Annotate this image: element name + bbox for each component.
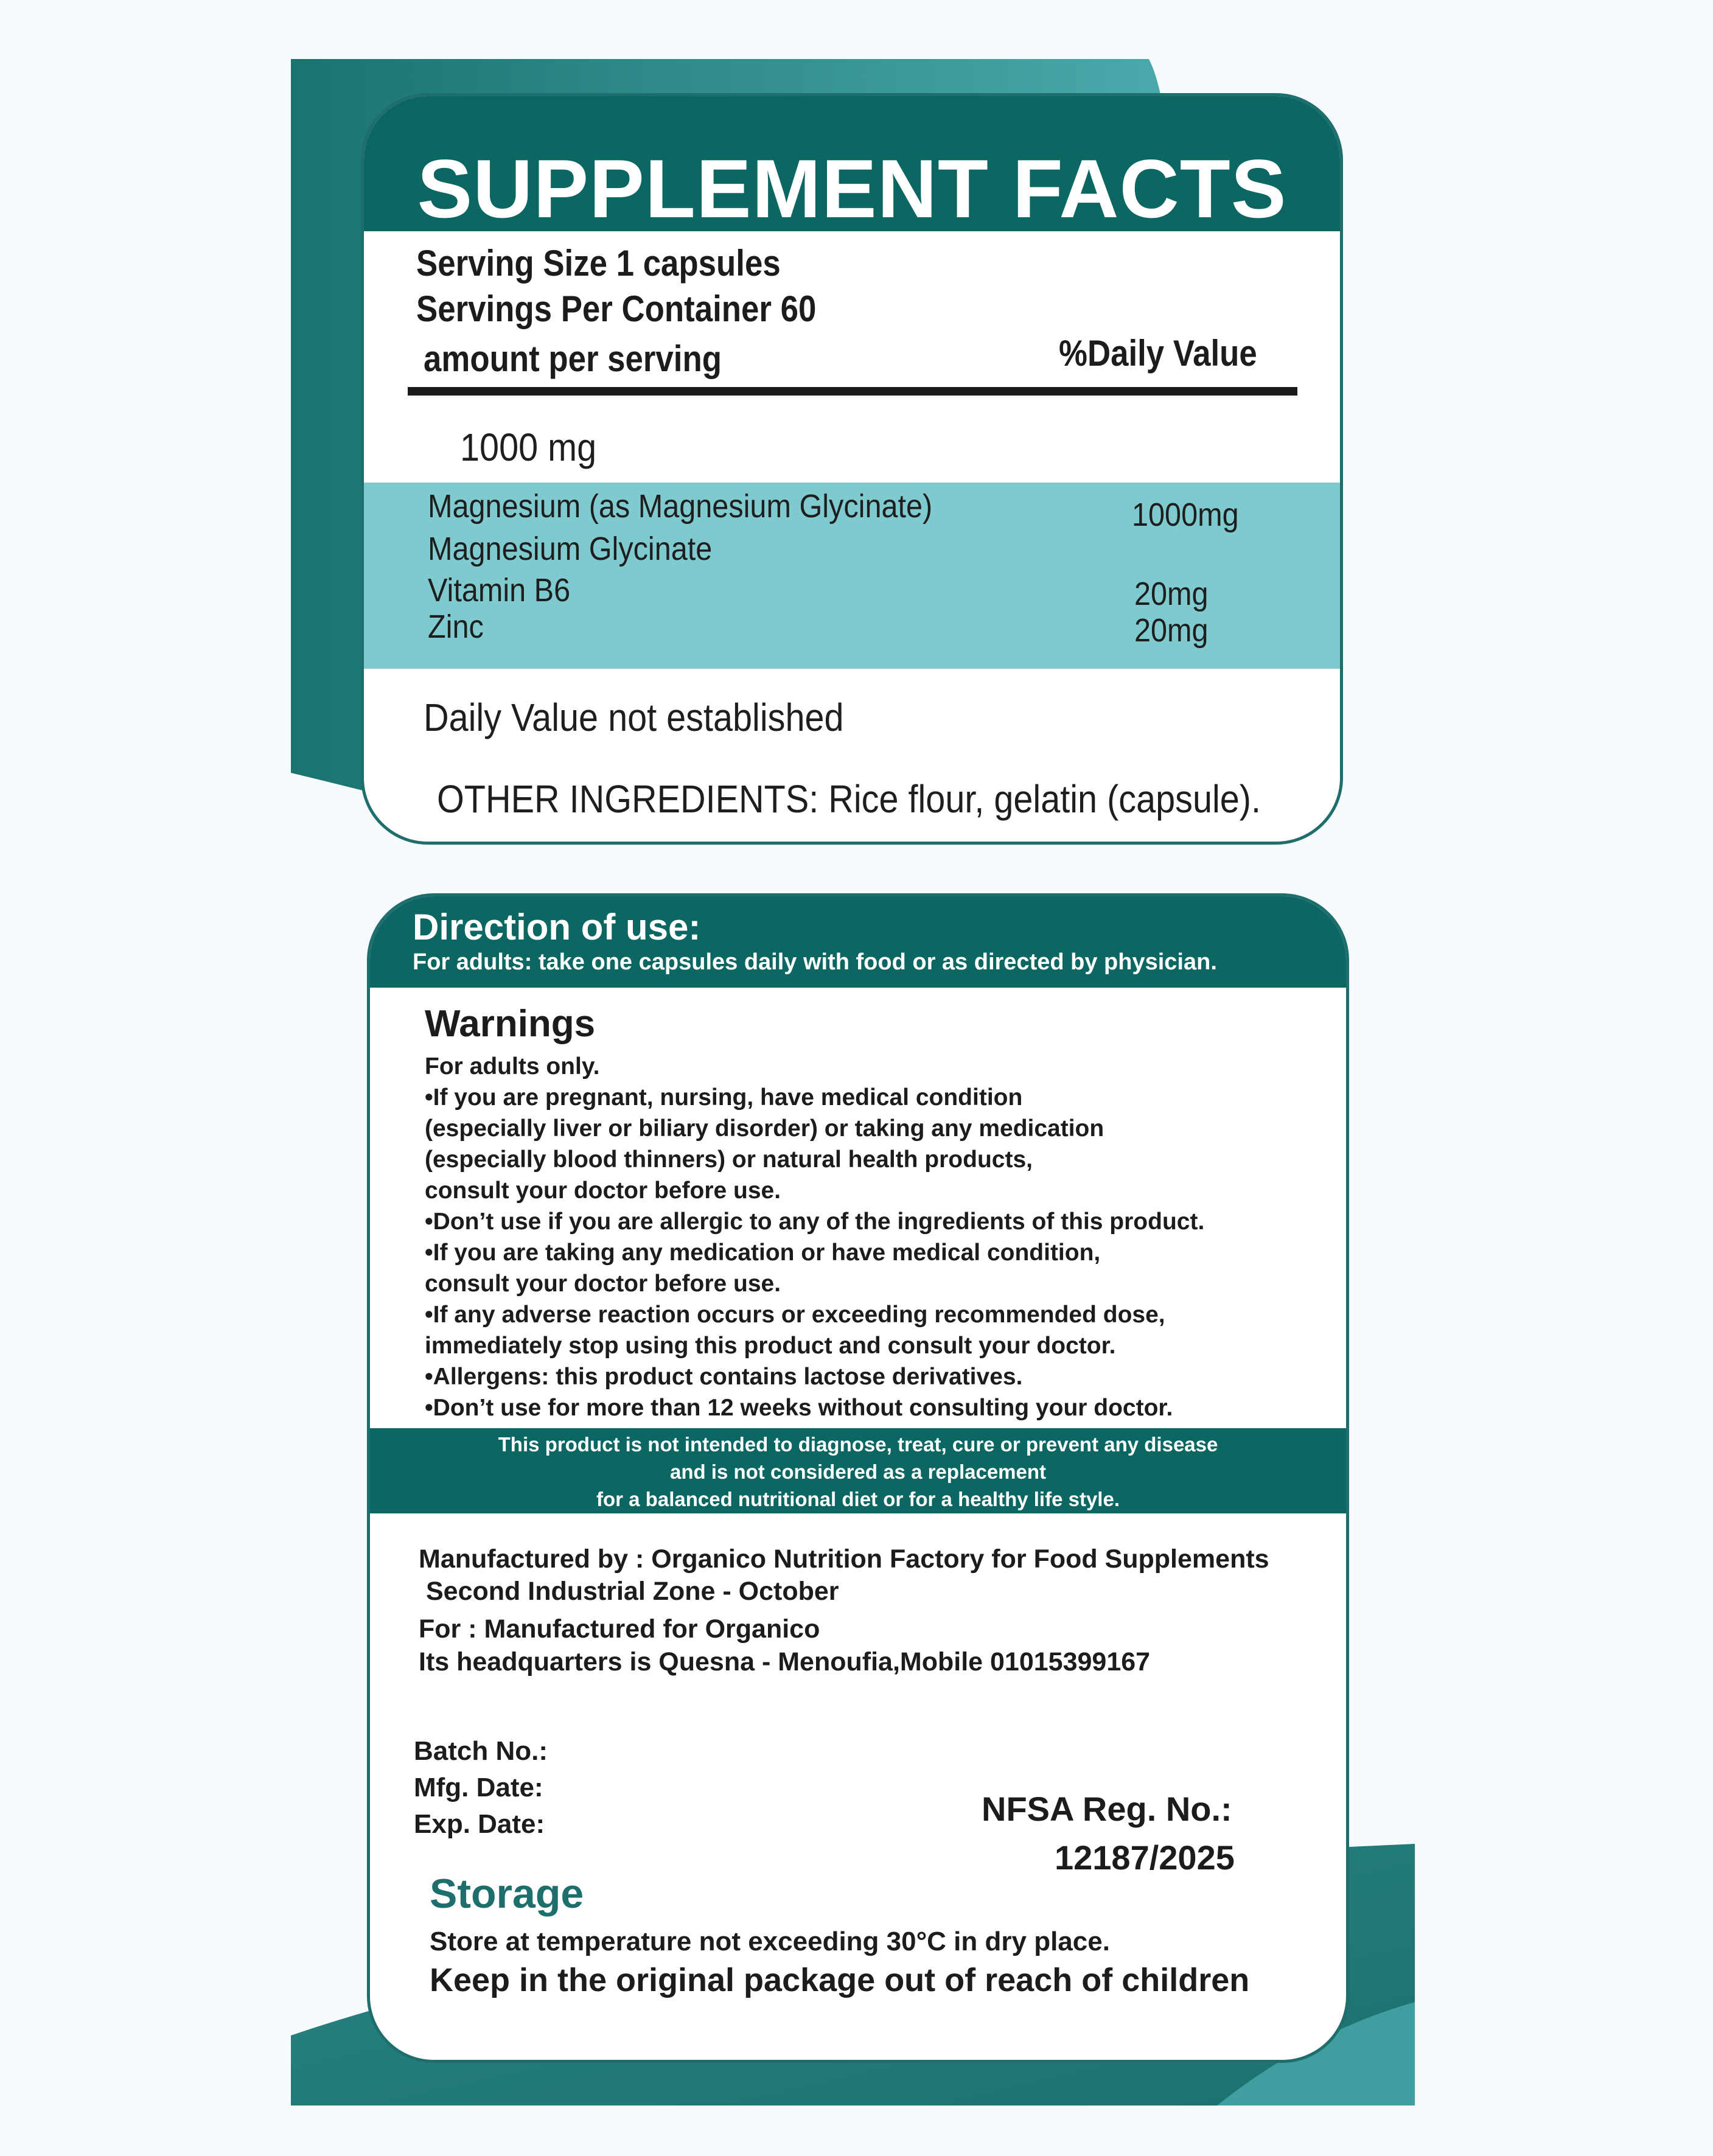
direction-header — [370, 896, 1346, 988]
serving-size: Serving Size 1 capsules — [416, 243, 781, 284]
warning-line: •Don’t use for more than 12 weeks without consulting your doctor. — [425, 1395, 1173, 1421]
warnings-list — [425, 1051, 1204, 1423]
manufacturer-line: Second Industrial Zone - October — [426, 1577, 839, 1606]
warning-line: •If you are pregnant, nursing, have medical condition — [425, 1084, 1023, 1111]
facts-header — [364, 96, 1340, 235]
nfsa-number: 12187/2025 — [1055, 1838, 1235, 1877]
warnings-title: Warnings — [425, 1003, 596, 1045]
mfg-date-label: Mfg. Date: — [414, 1773, 543, 1802]
exp-date-label: Exp. Date: — [414, 1809, 545, 1839]
manufacturer-line: Its headquarters is Quesna - Menoufia,Mobile 01015399167 — [419, 1647, 1151, 1676]
storage-line: Store at temperature not exceeding 30°C in dry place. — [430, 1927, 1110, 1956]
warning-line: immediately stop using this product and consult your doctor. — [425, 1333, 1116, 1359]
divider-rule — [408, 387, 1297, 396]
manufacturer-line: Manufactured by : Organico Nutrition Factory for Food Supplements — [419, 1544, 1269, 1574]
directions-panel — [367, 893, 1349, 2063]
amount-per-serving-label: amount per serving — [424, 338, 722, 379]
storage-title: Storage — [430, 1871, 584, 1917]
daily-value-label: %Daily Value — [1059, 333, 1257, 374]
disclaimer-line: for a balanced nutritional diet or for a healthy life style. — [596, 1488, 1120, 1510]
disclaimer-line: and is not considered as a replacement — [669, 1460, 1047, 1483]
servings-per-container: Servings Per Container 60 — [416, 288, 817, 329]
ingredient-name: Magnesium Glycinate — [428, 531, 713, 567]
warning-line: (especially blood thinners) or natural health products, — [425, 1146, 1033, 1173]
warning-line: consult your doctor before use. — [425, 1271, 781, 1297]
other-ingredients: OTHER INGREDIENTS: Rice flour, gelatin (capsule). — [437, 777, 1261, 821]
supplement-facts-panel — [361, 93, 1343, 845]
ingredient-value: 1000mg — [1132, 497, 1239, 533]
facts-title: SUPPLEMENT FACTS — [417, 142, 1287, 235]
warning-line: •If you are taking any medication or have medical condition, — [425, 1240, 1101, 1266]
daily-value-note: Daily Value not established — [424, 696, 844, 739]
batch-number-label: Batch No.: — [414, 1736, 548, 1766]
ingredient-name: Zinc — [428, 609, 484, 645]
disclaimer-line: This product is not intended to diagnose, treat, cure or prevent any disease — [498, 1433, 1218, 1456]
warning-line: •Don’t use if you are allergic to any of the ingredients of this product. — [425, 1209, 1205, 1235]
ingredients-band — [364, 483, 1340, 669]
ingredient-value: 20mg — [1134, 576, 1209, 612]
manufacturer-line: For : Manufactured for Organico — [419, 1614, 820, 1644]
ingredient-name: Vitamin B6 — [428, 572, 571, 609]
storage-warning: Keep in the original package out of reach of children — [430, 1962, 1250, 1998]
ingredient-value: 20mg — [1134, 612, 1209, 649]
ingredient-name: Magnesium (as Magnesium Glycinate) — [428, 488, 933, 525]
warning-line: •Allergens: this product contains lactose derivatives. — [425, 1364, 1023, 1390]
warning-line: For adults only. — [425, 1053, 600, 1080]
direction-title: Direction of use: — [413, 907, 701, 947]
disclaimer-band — [370, 1428, 1346, 1513]
warning-line: consult your doctor before use. — [425, 1177, 781, 1204]
direction-text: For adults: take one capsules daily with food or as directed by physician. — [413, 949, 1217, 975]
nfsa-label: NFSA Reg. No.: — [982, 1790, 1232, 1828]
warning-line: (especially liver or biliary disorder) or taking any medication — [425, 1115, 1104, 1142]
amount-value: 1000 mg — [460, 425, 597, 469]
warning-line: •If any adverse reaction occurs or exceeding recommended dose, — [425, 1302, 1165, 1328]
